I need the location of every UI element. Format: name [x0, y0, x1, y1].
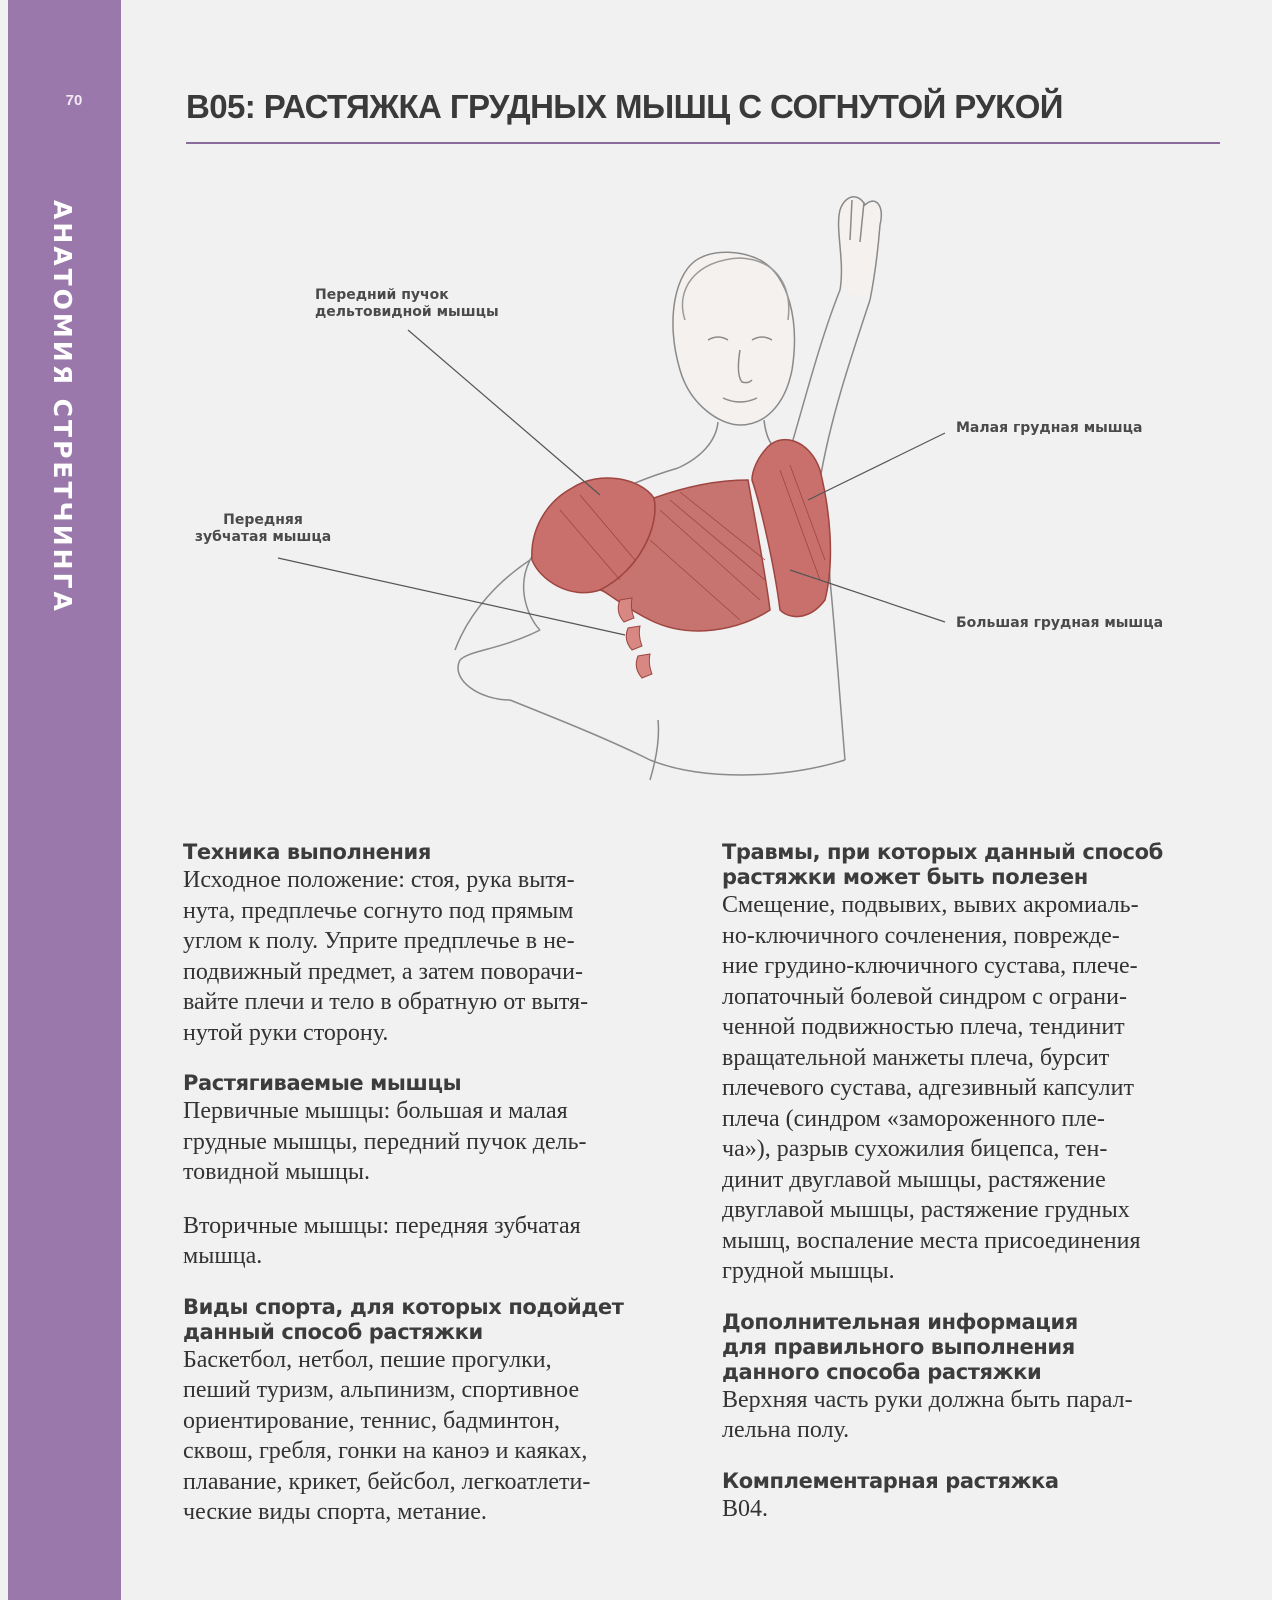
- label-pectoralis-minor: Малая грудная мышца: [956, 420, 1143, 436]
- sports-text: [183, 1345, 683, 1528]
- page-number: 70: [65, 92, 83, 109]
- label-serratus-line1: Передняя: [223, 512, 303, 528]
- label-serratus-line2: зубчатая мышца: [194, 529, 332, 545]
- label-anterior-deltoid: [315, 287, 499, 321]
- leader-anterior-deltoid: [408, 330, 600, 495]
- text-line: плечевого сустава, адгезивный капсулит: [722, 1075, 1134, 1101]
- heading-line: данный способ растяжки: [183, 1319, 483, 1344]
- text-line: товидной мышцы.: [183, 1159, 371, 1185]
- section-title-vertical: АНАТОМИЯ СТРЕТЧИНГА: [48, 200, 77, 614]
- label-serratus-anterior: [188, 512, 338, 546]
- extra-info-text: [722, 1385, 1222, 1446]
- text-line: лопаточный болевой синдром с ограни-: [722, 983, 1127, 1010]
- heading-line: данного способа растяжки: [722, 1359, 1042, 1384]
- text-line: Исходное положение: стоя, рука вытя-: [183, 867, 575, 893]
- heading-extra-info: [722, 1310, 1222, 1385]
- page-title: B05: РАСТЯЖКА ГРУДНЫХ МЫШЦ С СОГНУТОЙ РУКОЙ: [186, 88, 1063, 125]
- text-line: Вторичные мышцы: передняя зубчатая: [183, 1212, 581, 1239]
- text-line: но-ключичного сочленения, поврежде-: [722, 922, 1120, 949]
- text-line: ориентирование, теннис, бадминтон,: [183, 1407, 560, 1434]
- text-line: грудные мышцы, передний пучок дель-: [183, 1128, 587, 1155]
- text-line: Смещение, подвывих, вывих акромиаль-: [722, 892, 1139, 918]
- leader-pectoralis-minor: [808, 433, 945, 500]
- text-line: Баскетбол, нетбол, пешие прогулки,: [183, 1346, 552, 1373]
- text-line: сквош, гребля, гонки на каноэ и каяках,: [183, 1438, 588, 1464]
- complementary-text: B04.: [722, 1495, 769, 1522]
- text-line: углом к полу. Уприте предплечье в не-: [183, 928, 575, 954]
- text-line: ческие виды спорта, метание.: [183, 1499, 487, 1525]
- heading-line: Травмы, при которых данный способ: [722, 840, 1163, 864]
- heading-complementary: Комплементарная растяжка: [722, 1468, 1059, 1493]
- text-line: грудной мышцы.: [722, 1258, 895, 1284]
- label-anterior-deltoid-line2: дельтовидной мышцы: [315, 304, 499, 320]
- text-line: нута, предплечье согнуто под прямым: [183, 897, 574, 924]
- text-line: мышц, воспаление места присоединения: [722, 1227, 1141, 1254]
- label-pectoralis-major: Большая грудная мышца: [956, 615, 1164, 631]
- anatomy-illustration: [180, 180, 1230, 830]
- heading-line: растяжки может быть полезен: [722, 865, 1088, 889]
- text-line: ча»), разрыв сухожилия бицепса, тен-: [722, 1136, 1108, 1162]
- text-line: вращательной манжеты плеча, бурсит: [722, 1044, 1110, 1071]
- primary-muscles-text: [183, 1096, 683, 1188]
- text-line: плавание, крикет, бейсбол, легкоатлети-: [183, 1468, 591, 1495]
- right-column: [722, 840, 1222, 1524]
- text-line: пеший туризм, альпинизм, спортивное: [183, 1377, 580, 1403]
- title-divider: [186, 142, 1220, 144]
- text-line: Первичные мышцы: большая и малая: [183, 1098, 568, 1124]
- text-line: ние грудино-ключичного сустава, плече-: [722, 953, 1138, 979]
- left-column: [183, 840, 683, 1528]
- text-line: плеча (синдром «замороженного пле-: [722, 1105, 1105, 1132]
- torso-muscles-drawing: [180, 180, 1230, 830]
- text-line: нутой руки сторону.: [183, 1019, 389, 1046]
- technique-text: [183, 865, 683, 1048]
- heading-line: для правильного выполнения: [722, 1334, 1075, 1359]
- text-line: ченной подвижностью плеча, тендинит: [722, 1014, 1125, 1040]
- text-line: двуглавой мышцы, растяжение грудных: [722, 1197, 1130, 1223]
- text-line: лельна полу.: [722, 1417, 850, 1443]
- heading-line: Виды спорта, для которых подойдет: [183, 1294, 624, 1319]
- heading-sports: [183, 1295, 683, 1345]
- text-line: подвижный предмет, а затем поворачи-: [183, 958, 583, 985]
- heading-injuries: [722, 840, 1222, 890]
- label-anterior-deltoid-line1: Передний пучок: [315, 287, 449, 303]
- injuries-text: [722, 890, 1222, 1287]
- secondary-muscles-text: [183, 1211, 683, 1272]
- text-line: мышца.: [183, 1243, 263, 1269]
- text-line: вайте плечи и тело в обратную от вытя-: [183, 989, 589, 1015]
- heading-line: Дополнительная информация: [722, 1309, 1078, 1334]
- text-line: динит двуглавой мышцы, растяжение: [722, 1166, 1106, 1193]
- heading-technique: Техника выполнения: [183, 840, 431, 864]
- text-line: Верхняя часть руки должна быть парал-: [722, 1386, 1133, 1413]
- heading-muscles: Растягиваемые мышцы: [183, 1071, 462, 1095]
